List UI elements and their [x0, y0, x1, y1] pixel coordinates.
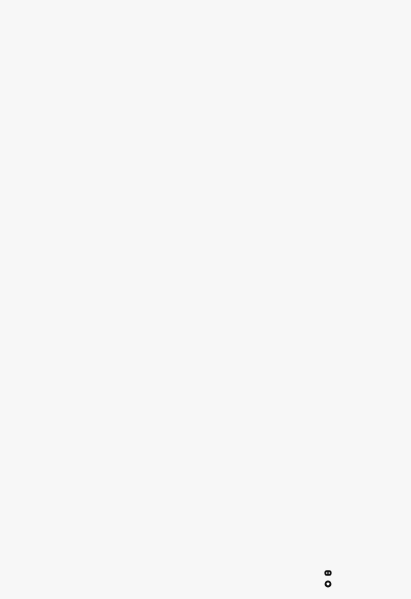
discord-link[interactable]	[324, 567, 409, 578]
ball-icon	[324, 580, 332, 588]
designs-per-week-chart	[292, 356, 407, 454]
brand-row	[324, 578, 409, 589]
footer	[324, 567, 409, 589]
discord-icon	[324, 569, 332, 577]
